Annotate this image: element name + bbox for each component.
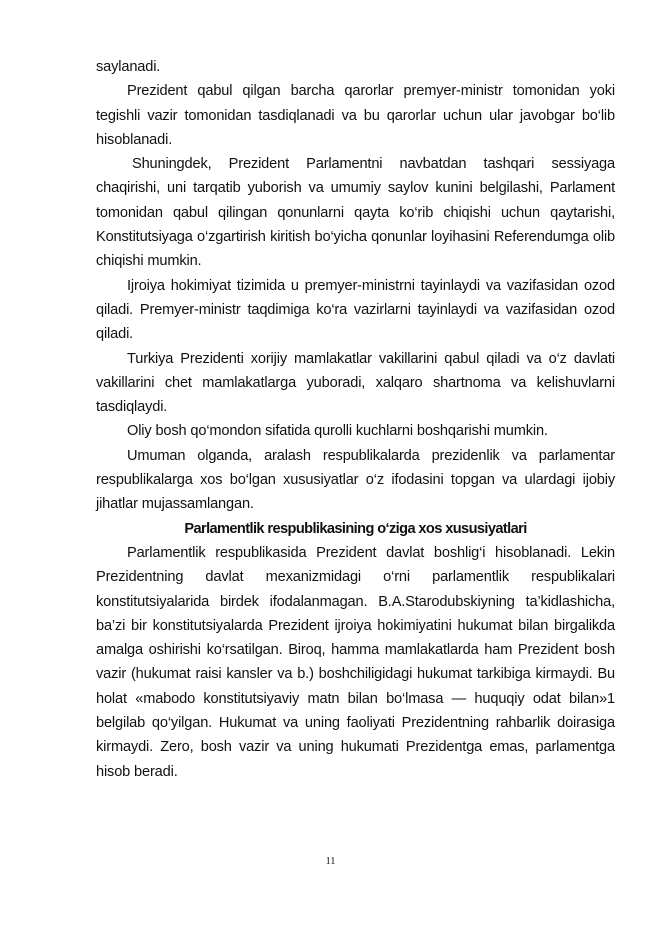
- document-page: [96, 55, 615, 784]
- paragraph-executive-power: Ijroiya hokimiyat tizimida u premyer-ministrni tayinlaydi va vazifasidan ozod qiladi. Premyer-ministr taqdimiga ko‘ra vazirlarni tayinlaydi va vazifasidan ozod qiladi.: [96, 277, 615, 343]
- paragraph-commander-in-chief: Oliy bosh qo‘mondon sifatida qurolli kuchlarni boshqarishi mumkin.: [127, 423, 548, 440]
- paragraph-president-powers: Shuningdek, Prezident Parlamentni navbatdan tashqari sessiyaga chaqirishi, uni tarqatib yuborish va umumiy saylov kunini belgilashi, Parlament tomonidan qabul qilingan qonunlarni qayta ko‘rib chiqishi uchun qaytarishi, Konstitutsiyaga o‘zgartirish kiritish bo‘yicha qonunlar loyihasini Referendumga olib chiqishi mumkin.: [96, 156, 615, 270]
- section-heading: Parlamentlik respublikasining o‘ziga xos xususiyatlari: [184, 520, 527, 537]
- paragraph-parliamentary-republic: Parlamentlik respublikasida Prezident davlat boshlig‘i hisoblanadi. Lekin Prezidentning davlat mexanizmidagi o‘rni parlamentlik respublikalari konstitutsiyalarida birdek ifodalanmagan. B.A.Starodubskiyning ta’kidlashicha, ba’zi bir konstitutsiyalarda Prezident ijroiya hokimiyatini hukumat bilan birgalikda amalga oshirishi ko‘rsatilgan. Biroq, hamma mamlakatlarda ham Prezident bosh vazir (hukumat raisi kansler va b.) boshchiligidagi hukumat tarkibiga kirmaydi. Bu holat «mabodo konstitutsiyaviy matn bilan bo‘lmasa — huquqiy odat bilan»1 belgilab qo‘yilgan. Hukumat va uning faoliyati Prezidentning rahbarlik doirasiga kirmaydi. Zero, bosh vazir va uning hukumati Prezidentga emas, parlamentga hisob beradi.: [96, 544, 615, 780]
- paragraph-foreign-relations: Turkiya Prezidenti xorijiy mamlakatlar vakillarini qabul qiladi va o‘z davlati vakillarini chet mamlakatlarga yuboradi, xalqaro shartnoma va kelishuvlarni tasdiqlaydi.: [96, 350, 615, 416]
- page-number: 11: [325, 856, 336, 867]
- paragraph-mixed-republics: Umuman olganda, aralash respublikalarda prezidenlik va parlamentar respublikalarga xos bo‘lgan xususiyatlar o‘z ifodasini topgan va ulardagi ijobiy jihatlar mujassamlangan.: [96, 447, 615, 513]
- paragraph-continuation: saylanadi.: [96, 59, 161, 75]
- paragraph-president-decisions: Prezident qabul qilgan barcha qarorlar premyer-ministr tomonidan yoki tegishli vazir tomonidan tasdiqlanadi va bu qarorlar uchun ular javobgar bo‘lib hisoblanadi.: [96, 83, 615, 148]
